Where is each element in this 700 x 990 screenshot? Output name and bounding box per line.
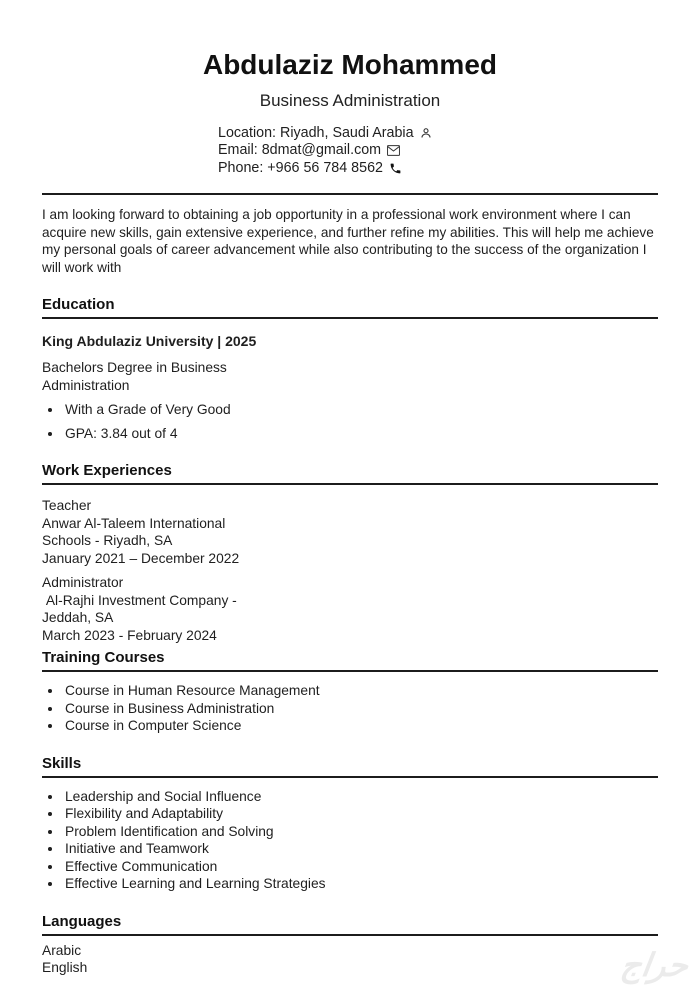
list-item: • Effective Communication [63,858,658,876]
education-institution: King Abdulaziz University | 2025 [42,333,257,350]
contact-email [218,142,658,160]
list-item: • Course in Human Resource Management [63,682,658,700]
section-heading-training: Training Courses [42,649,165,667]
contact-email-text: Email: 8dmat@gmail.com [218,142,382,159]
list-item: • Course in Business Administration [63,700,658,718]
job-dates: January 2021 – December 2022 [42,550,240,566]
education-divider [42,317,658,319]
job-company: Anwar Al-Taleem International Schools - Riyadh, SA [42,515,230,549]
list-item: • Course in Computer Science [63,717,658,735]
training-bullet-list [42,682,658,735]
contact-phone-text: Phone: +966 56 784 8562 [218,159,383,176]
envelope-icon [387,145,400,156]
list-item: English [42,960,88,976]
languages-list [42,942,658,977]
list-item: • With a Grade of Very Good [63,401,658,419]
education-degree: Bachelors Degree in Business Administration [42,360,227,394]
list-item: • Problem Identification and Solving [63,823,658,841]
list-item: Arabic [42,942,82,958]
job-entry [42,497,658,567]
contact-block [218,125,658,178]
contact-location-text: Location: Riyadh, Saudi Arabia [218,124,414,141]
profession-subtitle: Business Administration [259,90,441,110]
watermark-logo: حراج [618,947,691,983]
job-dates: March 2023 - February 2024 [42,627,217,643]
contact-location [218,125,658,143]
skills-bullet-list [42,788,658,893]
summary-paragraph: I am looking forward to obtaining a job opportunity in a professional work environment where I can acquire new skills, gain extensive experience, and further refine my abilities. This will help me achieve my personal goals of career advancement while also contributing to the success of the organization I will work with [42,207,654,275]
work-divider [42,483,658,485]
job-title: Administrator [42,575,124,591]
job-entry [42,574,658,644]
job-title: Teacher [42,498,92,514]
education-bullet-list [42,401,658,442]
page-title: Abdulaziz Mohammed [202,49,497,80]
header-divider [42,193,658,195]
contact-phone [218,160,658,178]
section-heading-work: Work Experiences [42,462,172,480]
list-item: • Leadership and Social Influence [63,788,658,806]
section-heading-skills: Skills [42,754,82,772]
list-item: • Effective Learning and Learning Strategies [63,875,658,893]
list-item: • Flexibility and Adaptability [63,805,658,823]
section-heading-education: Education [42,296,115,314]
person-icon [420,127,432,139]
skills-divider [42,776,658,778]
list-item: • GPA: 3.84 out of 4 [63,425,658,443]
phone-icon [389,162,402,175]
job-company: Al-Rajhi Investment Company - Jeddah, SA [42,592,241,626]
training-divider [42,670,658,672]
languages-divider [42,934,658,936]
list-item: • Initiative and Teamwork [63,840,658,858]
section-heading-languages: Languages [42,912,122,930]
